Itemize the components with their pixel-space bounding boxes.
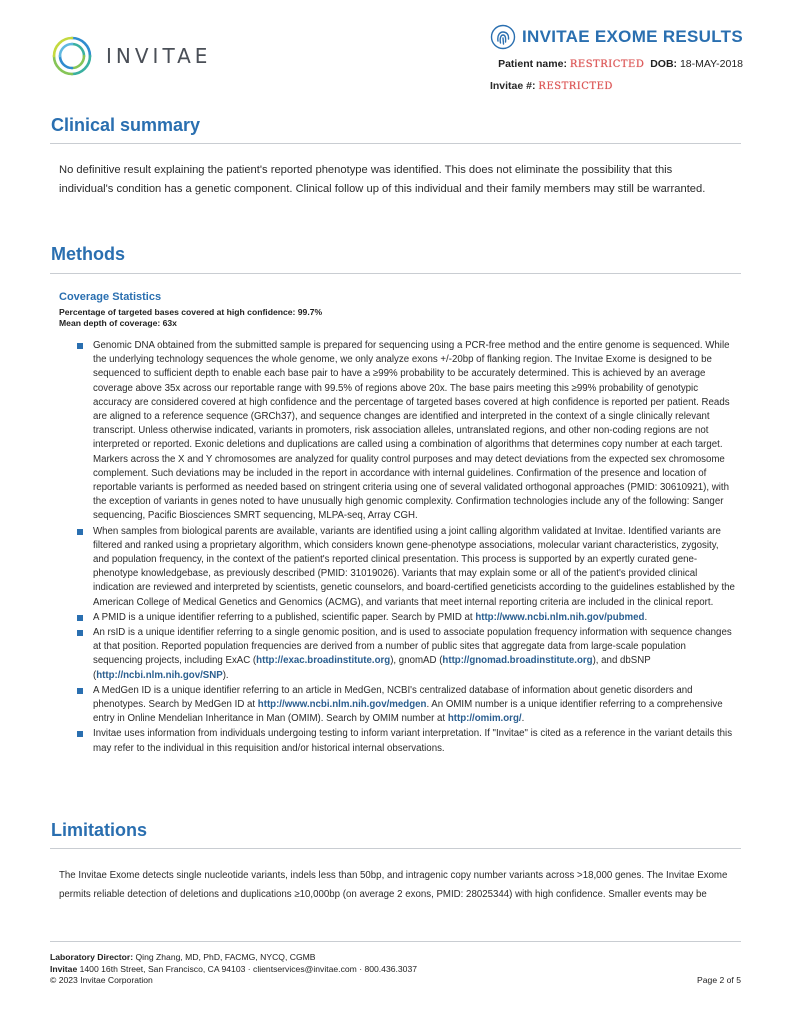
lab-address-value: 1400 16th Street, San Francisco, CA 94103 · clientservices@invitae.com · 800.436.3037: [79, 963, 418, 974]
patient-value: RESTRICTED: [569, 59, 645, 70]
lab-director: [50, 952, 417, 964]
brand-name: INVITAE: [106, 44, 212, 68]
rsid-text-end: ).: [222, 669, 229, 681]
copyright: © 2023 Invitae Corporation: [50, 975, 153, 985]
list-item: [59, 727, 737, 755]
divider: [50, 143, 741, 144]
lab-address: [50, 964, 417, 976]
report-title: INVITAE EXOME RESULTS: [521, 27, 743, 46]
limitations-text: The Invitae Exome detects single nucleotide variants, indels less than 50bp, and intragenic copy number variants across >18,000 genes. The Invitae Exome permits reliable detection of deletions and duplications ≥10,000bp (on average 2 exons, PMID: 28025344) with high confidence. Smaller events may be: [59, 870, 728, 900]
bullet-icon: [77, 630, 83, 636]
footer-divider: [50, 941, 741, 942]
invitae-logo: [50, 34, 211, 78]
report-header: [490, 24, 743, 92]
medgen-link[interactable]: http://www.ncbi.nlm.nih.gov/medgen: [257, 699, 427, 711]
lab-director-label: Laboratory Director:: [50, 952, 134, 962]
rsid-text-mid2: ), and dbSNP (: [93, 655, 651, 681]
patient-meta: [490, 58, 743, 70]
list-item: [59, 611, 737, 625]
lab-address-label: Invitae: [50, 963, 78, 974]
invitae-number-value: RESTRICTED: [538, 81, 613, 92]
exac-link[interactable]: http://exac.broadinstitute.org: [256, 655, 391, 667]
gnomad-link[interactable]: http://gnomad.broadinstitute.org: [442, 655, 593, 667]
omim-link[interactable]: http://omim.org/: [447, 713, 522, 725]
invitae-number-meta: [490, 80, 621, 92]
bullet-icon: [77, 529, 83, 535]
invitae-logo-icon: [50, 34, 94, 78]
rsid-text: An rsID is a unique identifier referring to a single genomic position, and is used to associate population frequency information with sequence changes at that position. Reported population frequencies are derived from a number of public sites that aggregate data from large-scale population sequencing projects, including ExAC (: [93, 627, 732, 667]
method-text: Genomic DNA obtained from the submitted sample is prepared for sequencing using a PCR-free method and the entire genome is sequenced. While the underlying technology sequences the whole genome, we only analyze exons +/-20bp of flanking region. The Invitae Exome is designed to be sequenced to sufficient depth to enable each base pair to have a ≥99% probability to be accurately determined. This is achieved by an average coverage above 35x across our reportable range with 99.5% of regions above 20x. The base pairs meeting this ≥99% probability of genotypic accuracy are considered covered at high confidence and the percentage of targeted bases covered at high confidence is reported per patient. Reads are aligned to a reference sequence (GRCh37), and sequence changes are identified and interpreted in the context of a single clinically relevant transcript. Unless otherwise indicated, variants in promoters, risk association alleles, untranslated regions, and other non-coding regions are not interpreted or reported. Exonic deletions and duplications are called using a combination of algorithms that determines copy number at each target. Markers across the X and Y chromosomes are analyzed for quality control purposes and may detect deviations from the expected sex chromosome complement. Such deviations may be included in the report in accordance with internal guidelines. Confirmation of the presence and location of reportable variants is performed as needed based on stringent criteria using one of several validated orthogonal approaches (PMID: 30610921), with the exception of variants in genes noted to have unusually high genomic complexity. Confirmation technologies include any of the following: Sanger sequencing, Pacific Biosciences SMRT sequencing, MLPA-seq, Array CGH.: [93, 340, 730, 522]
methods-list: [59, 339, 737, 757]
methods-title: Methods: [51, 244, 125, 264]
page-number: Page 2 of 5: [697, 975, 741, 985]
lab-director-value: Qing Zhang, MD, PhD, FACMG, NYCQ, CGMB: [135, 952, 316, 962]
pmid-text: A PMID is a unique identifier referring to a published, scientific paper. Search by PMID at: [93, 611, 476, 623]
dob-label: DOB:: [650, 58, 678, 70]
divider: [50, 848, 741, 849]
dob-value: 18-MAY-2018: [679, 58, 743, 70]
footer: [50, 952, 417, 987]
report-title-row: [490, 24, 743, 50]
clinical-summary-title: Clinical summary: [51, 115, 201, 135]
medgen-text-end: .: [521, 713, 525, 725]
rsid-text-mid1: ), gnomAD (: [390, 655, 443, 667]
list-item: [59, 525, 737, 610]
bullet-icon: [77, 688, 83, 694]
coverage-statistics-title: Coverage Statistics: [59, 291, 162, 303]
clinical-summary-text: No definitive result explaining the patient's reported phenotype was identified. This does not eliminate the possibility that this individual's condition has a genetic component. Clinical follow up of this individual and their family members may still be warranted.: [59, 164, 706, 195]
medgen-text-mid: . An OMIM number is a unique identifier referring to a comprehensive entry in Online Mendelian Inheritance in Man (OMIM). Search by OMIM number at: [93, 699, 723, 725]
list-item: [59, 684, 737, 727]
limitations-title: Limitations: [51, 820, 148, 840]
coverage-statistics: [59, 307, 322, 328]
invitae-number-label: Invitae #:: [489, 80, 536, 92]
divider: [50, 273, 741, 274]
medgen-text: A MedGen ID is a unique identifier referring to an article in MedGen, NCBI's centralized database of information about genetic disorders and phenotypes. Search by MedGen ID at: [93, 684, 693, 711]
list-item: [59, 339, 737, 524]
coverage-percentage: Percentage of targeted bases covered at high confidence: 99.7%: [59, 307, 323, 317]
pubmed-link[interactable]: http://www.ncbi.nlm.nih.gov/pubmed: [475, 611, 645, 623]
coverage-depth: Mean depth of coverage: 63x: [59, 317, 177, 328]
dbsnp-link[interactable]: http://ncbi.nlm.nih.gov/SNP: [96, 669, 223, 681]
fingerprint-icon: [490, 24, 516, 50]
bullet-icon: [77, 343, 83, 349]
method-text: When samples from biological parents are available, variants are identified using a joint calling algorithm validated at Invitae. Identified variants are filtered and ranked using a proprietary algorithm, which considers known gene-phenotype associations, molecular variant characteristics, zygosity, and population frequency, in the context of the patient's reported clinical presentation. This process is supported by an expertly curated gene-phenotype knowledgebase, as previously described (PMID: 31019026). Variants that may explain some or all of the patient's provided clinical indication are reviewed and interpreted by scientists, genetic counselors, and board-certified geneticists according to the guidelines established by the American College of Medical Genetics and Genomics (ACMG), and variants that meet internal reporting criteria are included in the clinical report.: [93, 525, 735, 608]
list-item: [59, 626, 737, 683]
bullet-icon: [77, 615, 83, 621]
pmid-text-end: .: [644, 611, 648, 623]
bullet-icon: [77, 731, 83, 737]
patient-label: Patient name:: [498, 58, 567, 70]
method-text: Invitae uses information from individuals undergoing testing to inform variant interpretation. If "Invitae" is cited as a reference in the variant details this may refer to the individual in this requisition and/or historical internal observations.: [93, 728, 733, 754]
